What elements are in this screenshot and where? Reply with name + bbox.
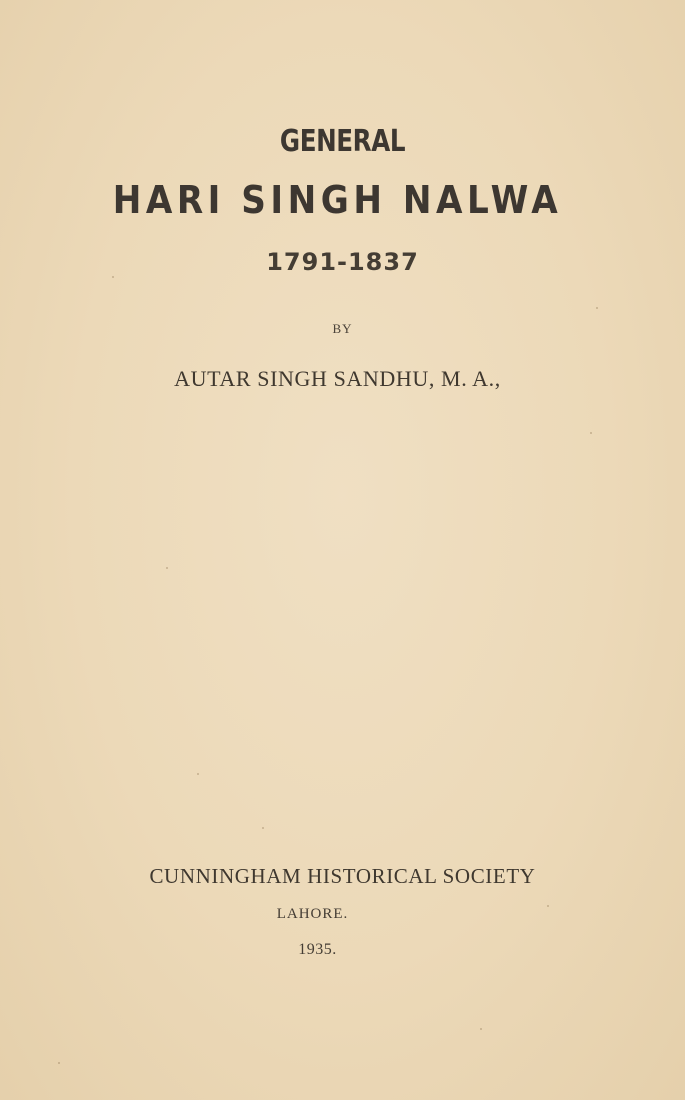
paper-speck: [262, 827, 264, 829]
paper-speck: [480, 1028, 482, 1030]
paper-speck: [112, 276, 114, 278]
title-name: HARI SINGH NALWA: [112, 178, 563, 222]
paper-speck: [590, 432, 592, 434]
paper-speck: [197, 773, 199, 775]
publication-year: 1935.: [298, 941, 337, 958]
by-line: BY: [332, 321, 353, 336]
author-name: AUTAR SINGH SANDHU, M. A.,: [174, 366, 501, 391]
paper-speck: [58, 1062, 60, 1064]
publisher-city: LAHORE.: [276, 906, 349, 922]
paper-speck: [166, 567, 168, 569]
publisher-name: CUNNINGHAM HISTORICAL SOCIETY: [149, 864, 536, 888]
paper-speck: [596, 307, 598, 309]
title-years: 1791-1837: [266, 248, 419, 276]
title-rank: GENERAL: [279, 124, 406, 159]
